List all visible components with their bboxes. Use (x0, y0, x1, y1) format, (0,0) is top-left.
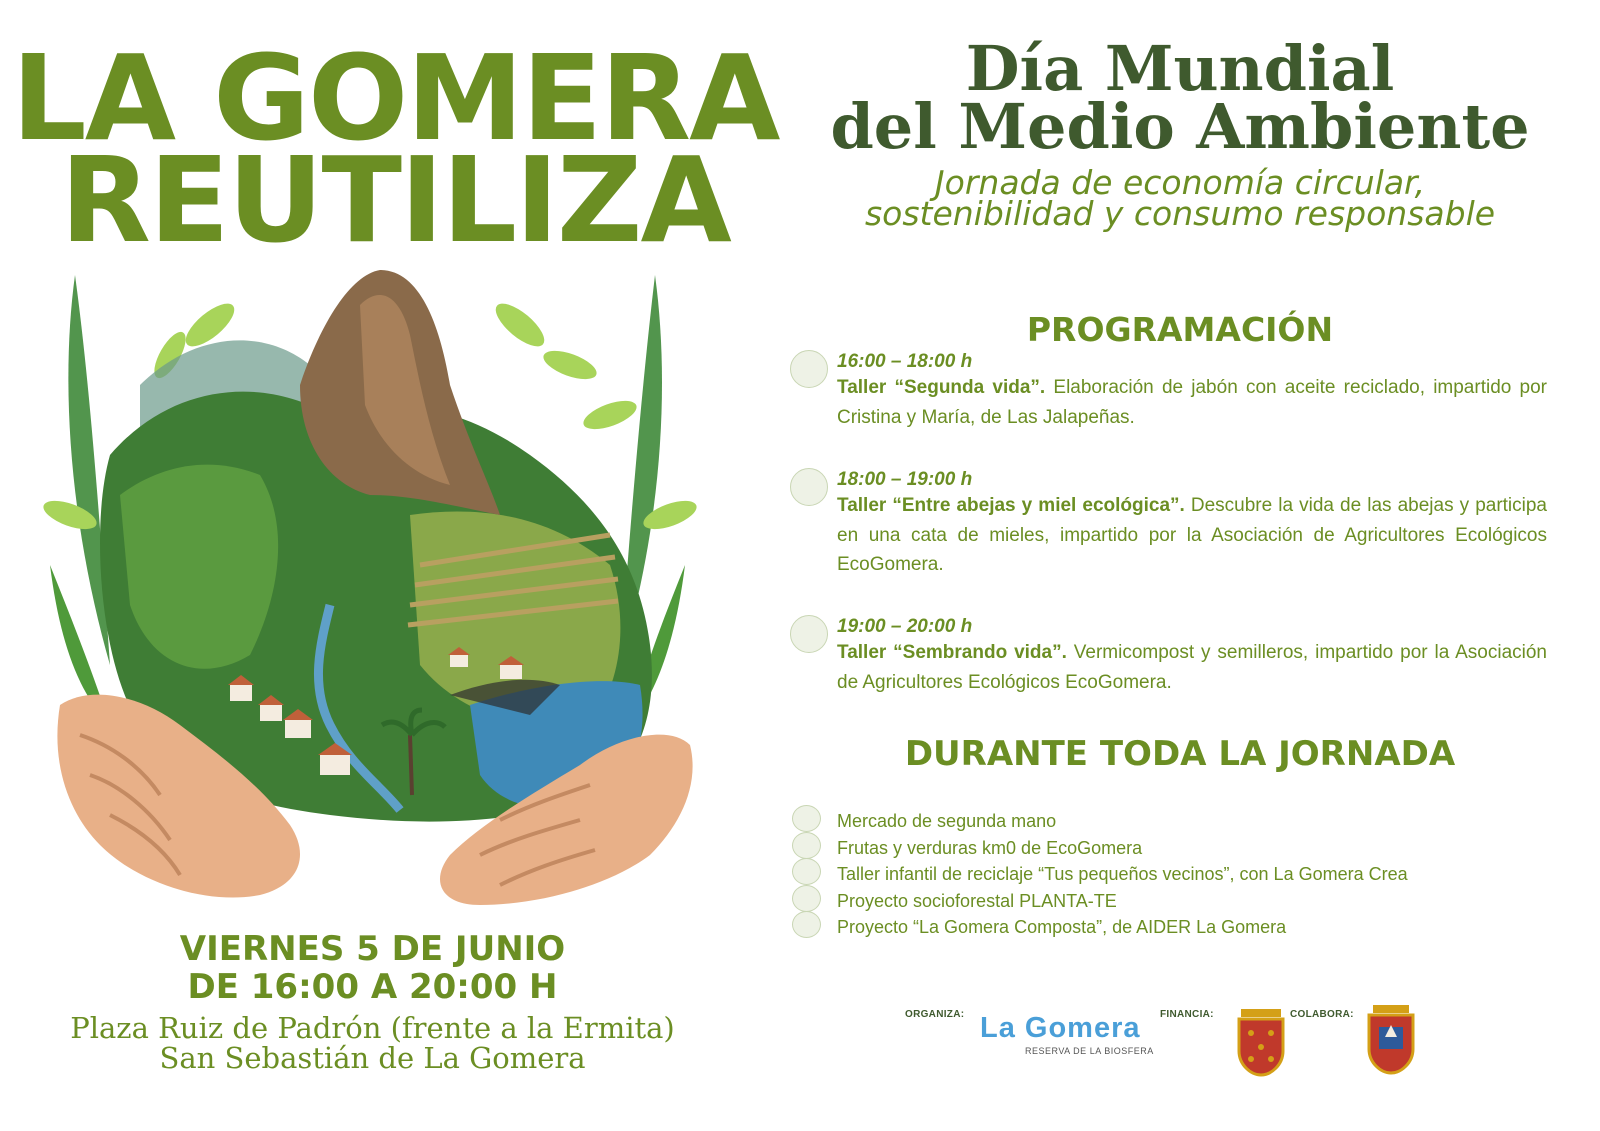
organiza-label: ORGANIZA: (905, 1009, 965, 1020)
logo-tagline: RESERVA DE LA BIOSFERA (1025, 1046, 1154, 1056)
poster-left-column (0, 0, 790, 1131)
session-text: Vermicompost y semilleros, impartido por la Asociación de Agricultores Ecológicos EcoGomera. (837, 642, 1547, 693)
world-environment-day-title-line2: del Medio Ambiente (830, 90, 1530, 163)
list-item-label: Mercado de segunda mano (837, 811, 1057, 831)
session-description (837, 638, 1547, 697)
poster-title-line2: REUTILIZA (60, 131, 730, 269)
session-description (837, 491, 1547, 580)
financia-label: FINANCIA: (1160, 1009, 1214, 1020)
recycle-icon (792, 805, 821, 832)
list-item (790, 911, 1560, 938)
session-time: 19:00 – 20:00 h (837, 616, 973, 637)
session-time: 18:00 – 19:00 h (837, 469, 973, 490)
sponsors-bar (790, 995, 1560, 1085)
colabora-label: COLABORA: (1290, 1009, 1354, 1020)
venue-line1: Plaza Ruiz de Padrón (frente a la Ermita) (70, 1011, 675, 1045)
list-item (790, 885, 1560, 912)
all-day-heading: DURANTE TODA LA JORNADA (904, 734, 1456, 774)
session-title: Taller “Entre abejas y miel ecológica”. (837, 495, 1185, 516)
list-item-label: Frutas y verduras km0 de EcoGomera (837, 837, 1143, 858)
seedling-icon (790, 615, 828, 653)
list-item (790, 858, 1560, 885)
list-item-label: Proyecto socioforestal PLANTA-TE (837, 890, 1117, 911)
recycling-bin-icon (792, 858, 821, 885)
session-time: 16:00 – 18:00 h (837, 351, 973, 372)
list-item-label: Taller infantil de reciclaje “Tus pequeños vecinos”, con La Gomera Crea (837, 864, 1408, 884)
coat-of-arms-icon (1235, 1003, 1287, 1077)
poster-right-column (790, 0, 1600, 1131)
programme-heading: PROGRAMACIÓN (1026, 310, 1334, 349)
all-day-list (790, 805, 1560, 938)
session-text: Elaboración de jabón con aceite reciclado, impartido por Cristina y María, de Las Jalapeñas. (837, 377, 1547, 428)
session-description (837, 373, 1547, 432)
compost-icon (792, 911, 821, 938)
session-title: Taller “Segunda vida”. (837, 377, 1046, 398)
subtitle-line2: sostenibilidad y consumo responsable (864, 194, 1496, 233)
session-text: Descubre la vida de las abejas y participa en una cata de mieles, impartido por la Asociación de Agricultores Ecológicos EcoGomera. (837, 495, 1548, 575)
island-in-hands-illustration (30, 265, 730, 905)
poster-title-line1: LA GOMERA (11, 29, 779, 167)
bee-icon (790, 468, 828, 506)
event-date: VIERNES 5 DE JUNIO (179, 929, 566, 969)
la-gomera-biosphere-logo: La Gomera (980, 1012, 1141, 1044)
municipal-coat-of-arms-icon (1365, 1001, 1417, 1075)
world-environment-day-title-line1: Día Mundial (965, 32, 1395, 105)
list-item (790, 832, 1560, 859)
venue-line2: San Sebastián de La Gomera (159, 1041, 586, 1075)
session-title: Taller “Sembrando vida”. (837, 642, 1067, 663)
vegetable-basket-icon (792, 832, 821, 859)
list-item-label: Proyecto “La Gomera Composta”, de AIDER La Gomera (837, 917, 1287, 937)
event-time: DE 16:00 A 20:00 H (187, 967, 558, 1007)
soap-icon (790, 350, 828, 388)
list-item (790, 805, 1560, 832)
plant-icon (792, 885, 821, 912)
subtitle-line1: Jornada de economía circular, (934, 163, 1426, 202)
